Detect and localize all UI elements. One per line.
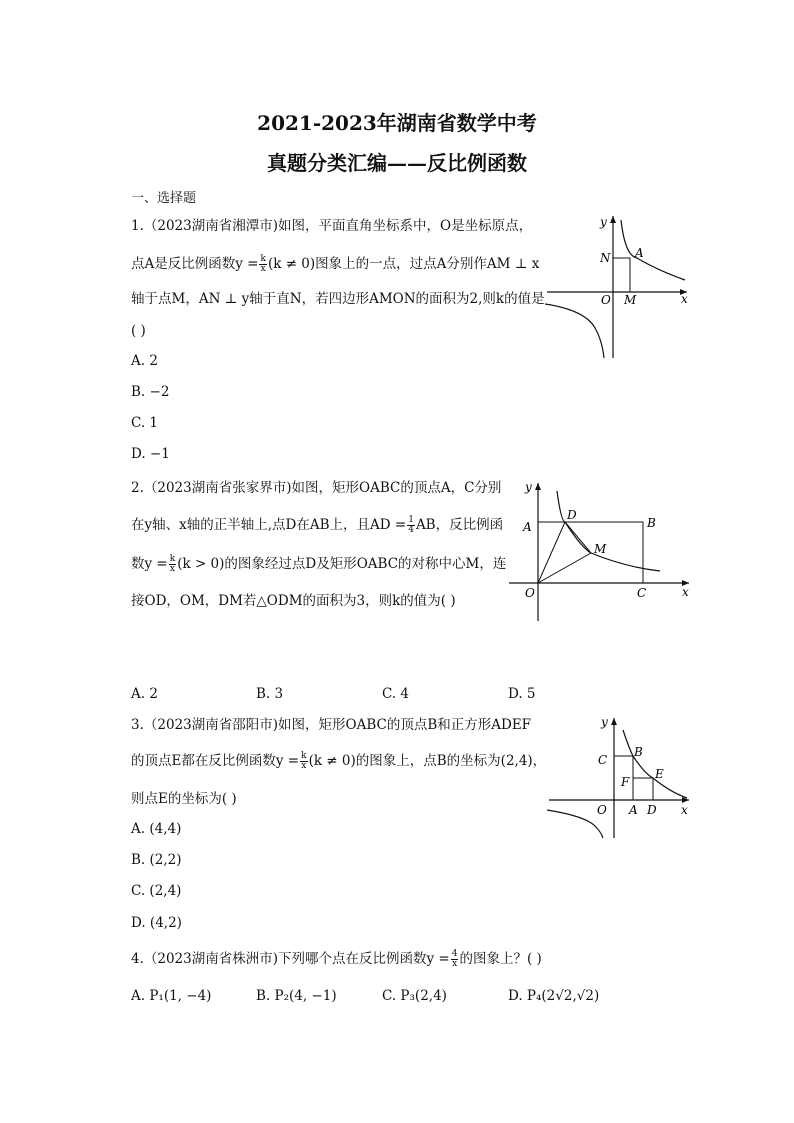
q1-text-line2a: 点A是反比例函数y = (131, 256, 259, 272)
q2-segment-dm (565, 522, 591, 553)
q2-figure (505, 475, 695, 625)
q3-frac-den: x (301, 761, 307, 771)
q3-option-b[interactable]: B. (2,2) (131, 852, 182, 868)
q4-text-line1a: 4.（2023湖南省株洲市)下列哪个点在反比例函数y = (131, 951, 450, 967)
q2-frac2-den: x (169, 564, 175, 574)
q2-text-line4: 接OD，OM，DM若△ODM的面积为3，则k的值为( ) (131, 593, 456, 609)
q1-text-line3: 轴于点M，AN ⊥ y轴于直N，若四边形AMON的面积为2,则k的值是 (131, 291, 545, 307)
q4-fraction (451, 950, 459, 969)
q3-figure (545, 712, 695, 840)
q3-curve-left (547, 810, 603, 838)
q2-text-line3a: 数y = (131, 556, 168, 572)
q1-frac-num: k (260, 254, 266, 264)
q1-option-c[interactable]: C. 1 (131, 415, 159, 431)
q2-frac-num: 1 (408, 515, 414, 525)
q2-frac2-num: k (169, 554, 176, 564)
q3-label-d: D (647, 803, 657, 817)
q2-label-b: B (647, 516, 656, 530)
q1-text-line2 (131, 255, 539, 274)
q2-option-a[interactable]: A. 2 (131, 686, 158, 702)
q1-frac-den: x (260, 264, 266, 274)
q3-text-line3: 则点E的坐标为( ) (131, 791, 237, 807)
q4-text-line1b: 的图象上？( ) (459, 951, 542, 967)
q1-option-b[interactable]: B. −2 (131, 384, 170, 400)
q2-fraction (407, 516, 415, 535)
q2-fraction-2 (169, 555, 176, 574)
q3-option-c[interactable]: C. (2,4) (131, 883, 182, 899)
q2-label-x: x (682, 585, 689, 599)
q1-curve-right (621, 220, 685, 280)
q1-figure (545, 210, 695, 360)
q2-option-c[interactable]: C. 4 (382, 686, 410, 702)
q3-text-line2b: (k ≠ 0)的图象上，点B的坐标为(2,4)， (308, 753, 547, 769)
q2-frac-den: 4 (408, 525, 414, 535)
q3-label-o: O (597, 803, 607, 817)
q2-text-line3b: (k > 0)的图象经过点D及矩形OABC的对称中心M，连 (177, 556, 507, 572)
q2-label-a: A (523, 520, 532, 534)
q2-label-d: D (567, 508, 577, 522)
q2-text-line2 (131, 516, 503, 535)
q3-label-f: F (621, 775, 630, 789)
q2-segment-od (538, 522, 565, 583)
q2-text-line1: 2.（2023湖南省张家界市)如图，矩形OABC的顶点A，C分别 (131, 480, 502, 496)
q2-label-m: M (594, 542, 607, 556)
q3-text-line2a: 的顶点E都在反比例函数y = (131, 753, 300, 769)
q3-text-line2 (131, 752, 546, 771)
q4-option-b[interactable]: B. P₂(4, −1) (256, 988, 337, 1004)
q1-option-a[interactable]: A. 2 (131, 353, 158, 369)
q1-label-o: O (601, 293, 611, 307)
q1-curve-left (545, 304, 604, 358)
q3-option-a[interactable]: A. (4,4) (131, 821, 182, 837)
q1-label-n: N (600, 251, 611, 265)
q3-label-x: x (681, 803, 688, 817)
q1-text-line2b: (k ≠ 0)图象上的一点，过点A分别作AM ⊥ x (267, 256, 540, 272)
q3-label-c: C (598, 753, 608, 767)
q2-label-o: O (525, 586, 535, 600)
q2-option-d[interactable]: D. 5 (508, 686, 536, 702)
q3-label-y: y (601, 715, 608, 729)
q2-segment-om (538, 553, 591, 583)
q1-label-y: y (600, 215, 607, 229)
q3-square-adef (633, 778, 653, 800)
q4-text-line1 (131, 950, 542, 969)
q4-option-a[interactable]: A. P₁(1, −4) (131, 988, 212, 1004)
document-title-line1: 2021-2023年湖南省数学中考 (257, 111, 537, 135)
q2-label-c: C (637, 586, 647, 600)
q2-label-y: y (525, 480, 532, 494)
q4-option-d[interactable]: D. P₄(2√2,√2) (508, 988, 600, 1004)
q2-text-line2b: AB，反比例函 (415, 517, 504, 533)
q2-text-line3 (131, 555, 506, 574)
q4-frac-den: x (452, 959, 458, 969)
section-heading: 一、选择题 (131, 191, 197, 206)
q3-label-e: E (655, 767, 664, 781)
q4-frac-num: 4 (451, 949, 458, 959)
q3-frac-num: k (301, 751, 307, 761)
q2-text-line2a: 在y轴、x轴的正半轴上,点D在AB上，且AD = (131, 517, 407, 533)
q3-label-b: B (634, 745, 643, 759)
q3-fraction (300, 752, 307, 771)
q1-label-x: x (681, 292, 688, 306)
q3-y-arrow (611, 718, 617, 725)
q1-y-arrow (610, 216, 616, 223)
document-title-line2: 真题分类汇编——反比例函数 (267, 151, 527, 175)
q3-option-d[interactable]: D. (4,2) (131, 915, 182, 931)
q1-label-m: M (624, 293, 637, 307)
q3-label-a: A (629, 803, 638, 817)
q1-rectangle-amon (613, 258, 630, 292)
q1-text-line4: ( ) (131, 323, 146, 339)
q1-fraction (259, 255, 266, 274)
q1-text-line1: 1.（2023湖南省湘潭市)如图，平面直角坐标系中，O是坐标原点， (131, 218, 533, 234)
q4-option-c[interactable]: C. P₃(2,4) (382, 988, 447, 1004)
q2-option-b[interactable]: B. 3 (256, 686, 284, 702)
q1-label-a: A (635, 246, 644, 260)
q2-y-arrow (535, 483, 541, 490)
q1-option-d[interactable]: D. −1 (131, 446, 170, 462)
q3-text-line1: 3.（2023湖南省邵阳市)如图，矩形OABC的顶点B和正方形ADEF (131, 717, 532, 733)
